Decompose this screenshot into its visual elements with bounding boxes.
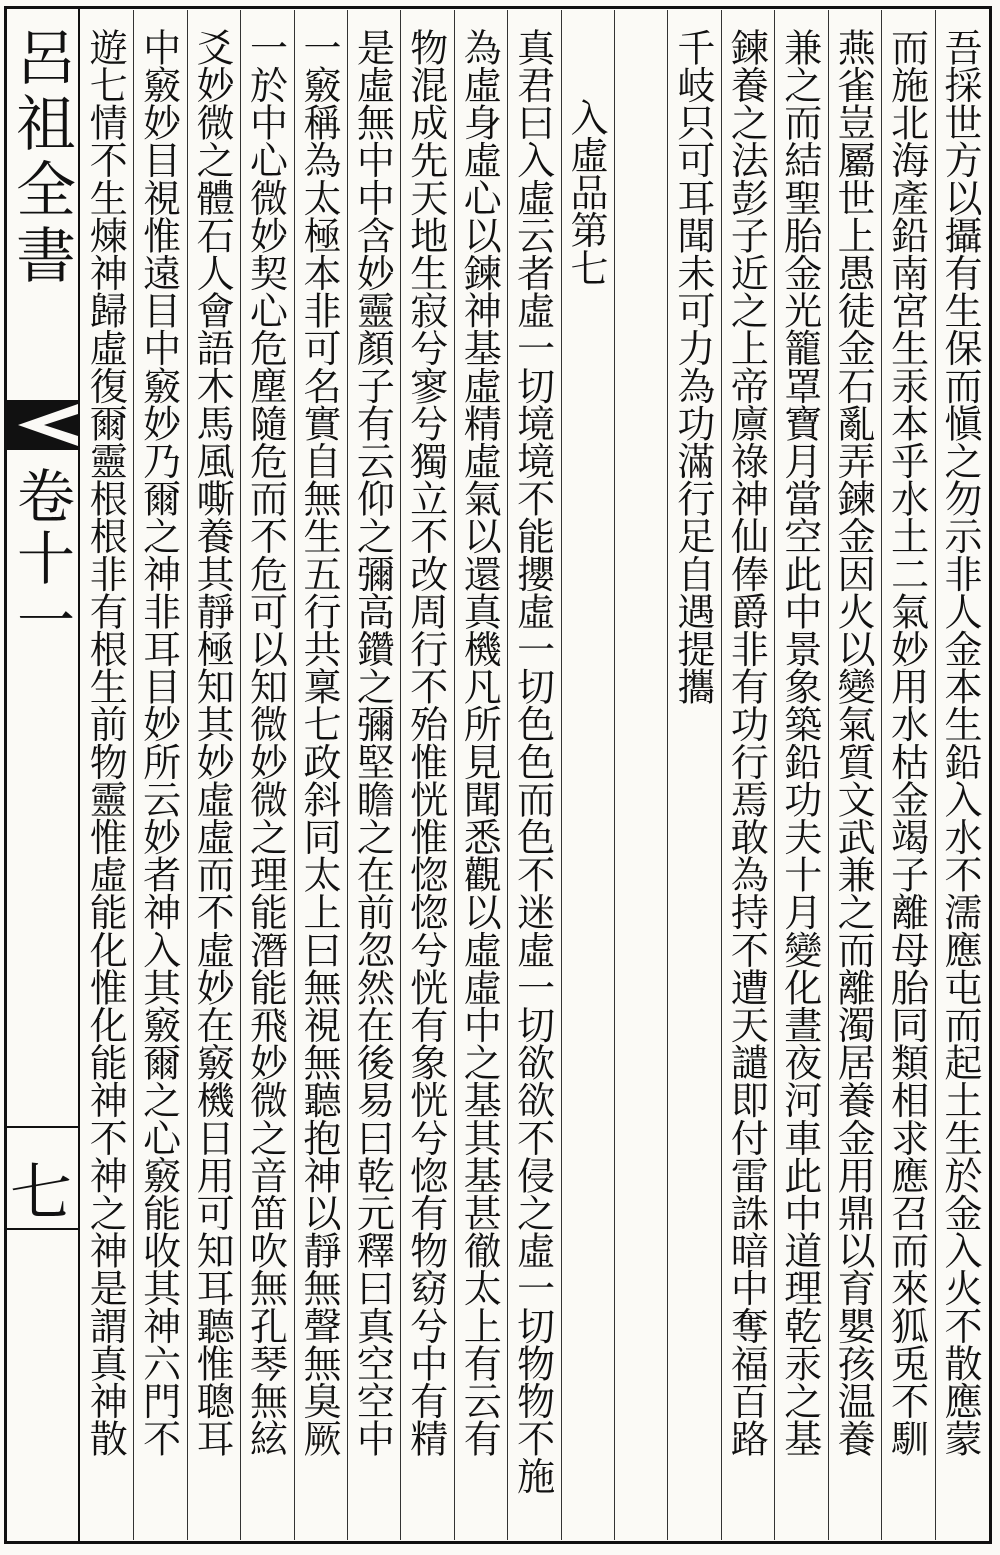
- text-columns: [80, 10, 988, 1540]
- text-column: 為虛身虛心以鍊神基虛精虛氣以還真機凡所見聞悉觀以虛虛中之基其基甚徹太上有云有: [454, 10, 507, 1540]
- text-column: 千岐只可耳聞未可力為功滿行足自遇提攜: [667, 10, 720, 1540]
- text-column: 兼之而結聖胎金光籠罩寶月當空此中景象築鉛功夫十月變化晝夜河車此中道理乾汞之基: [774, 10, 827, 1540]
- blank-column: [614, 10, 667, 1540]
- text-column: 吾採世方以攝有生保而愼之勿示非人金本生鉛入水不濡應屯而起土生於金入火不散應蒙: [935, 10, 988, 1540]
- page-number-rule-bottom: [4, 1228, 78, 1230]
- spine-margin: [4, 6, 78, 1544]
- chapter-heading: 入虛品第七: [561, 10, 614, 1540]
- book-title: 呂祖全書: [6, 26, 76, 290]
- text-column: 真君曰入虛云者虛一切境境不能攖虛一切色色而色不迷虛一切欲欲不侵之虛一切物物不施: [507, 10, 560, 1540]
- text-column: 一於中心微妙契心危塵隨危而不危可以知微妙微之理能潛能飛妙微之音笛吹無孔琴無絃: [240, 10, 293, 1540]
- text-column: 爻妙微之體石人會語木馬風嘶養其靜極知其妙虛虛而不虛妙在竅機日用可知耳聽惟聰耳: [187, 10, 240, 1540]
- text-column: 中竅妙目視惟遠目中竅妙乃爾之神非耳目妙所云妙者神入其竅爾之心竅能收其神六門不: [133, 10, 186, 1540]
- text-column: 物混成先天地生寂兮寥兮獨立不改周行不殆惟恍惟惚惚兮恍有象恍兮惚有物窈兮中有精: [400, 10, 453, 1540]
- text-column: 鍊養之法彭子近之上帝廪祿神仙俸爵非有功行焉敢為持不遭天譴即付雷誅暗中奪福百路: [721, 10, 774, 1540]
- text-column: 是虛無中中含妙靈顏子有云仰之彌高鑽之彌堅瞻之在前忽然在後易曰乾元釋曰真空空中: [347, 10, 400, 1540]
- text-column: 燕雀豈屬世上愚徒金石亂弄鍊金因火以變氣質文武兼之而離濁居養金用鼎以育嬰孩温養: [828, 10, 881, 1540]
- text-column: 一竅稱為太極本非可名實自無生五行共稟七政斜同太上曰無視無聽抱神以靜無聲無臭厥: [294, 10, 347, 1540]
- page-number: 七: [9, 1156, 72, 1229]
- page-number-rule-top: [4, 1126, 78, 1128]
- fishtail-icon: [4, 400, 78, 450]
- volume-label: 卷十一: [7, 466, 75, 652]
- fishtail-mark: [4, 400, 78, 450]
- text-column: 遊七情不生煉神歸虛復爾靈根根非有根生前物靈惟虛能化惟化能神不神之神是謂真神散: [83, 28, 128, 1457]
- text-column: 而施北海產鉛南宮生汞本乎水土二氣妙用水枯金竭子離母胎同類相求應召而來狐兎不馴: [881, 10, 934, 1540]
